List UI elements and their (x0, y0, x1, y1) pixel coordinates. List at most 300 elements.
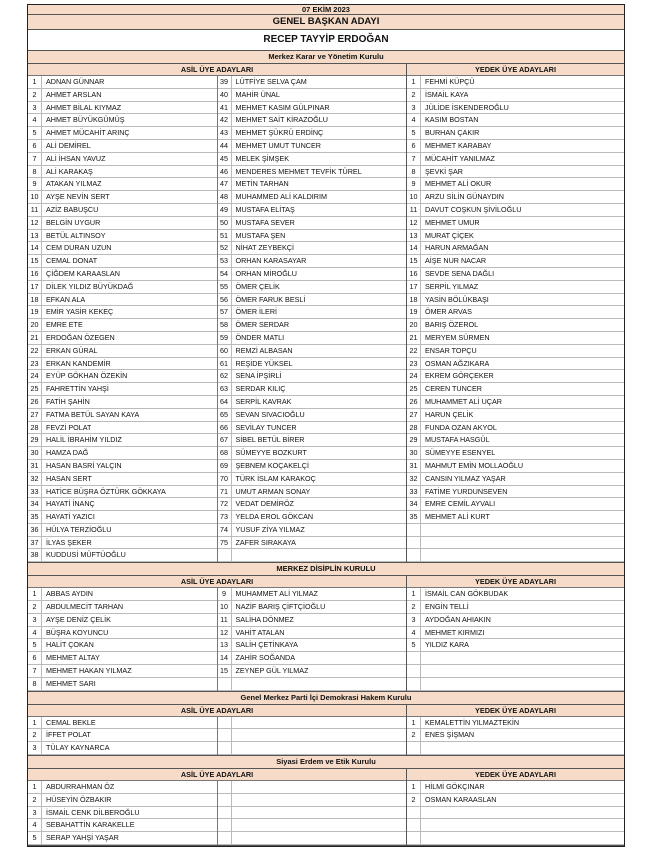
table-row (28, 434, 217, 447)
candidate-name: HAYATİ YAZICI (46, 512, 95, 522)
table-row (407, 281, 624, 294)
table-row (218, 601, 407, 614)
candidate-name: AZİZ BABUŞCU (46, 204, 99, 214)
candidate-name: HALİL İBRAHİM YILDIZ (46, 435, 122, 445)
candidate-name: VAHİT ATALAN (235, 627, 285, 637)
asil-column-1 (28, 781, 217, 845)
table-row (407, 306, 624, 319)
candidate-name: ZAHİR SOĞANDA (235, 653, 296, 663)
candidate-name: FEVZİ POLAT (46, 422, 92, 432)
table-row (28, 549, 217, 562)
table-row (218, 345, 407, 358)
yedek-header: YEDEK ÜYE ADAYLARI (407, 64, 624, 76)
candidate-name: HASAN SERT (46, 473, 92, 483)
candidate-name: CEMAL DONAT (46, 256, 98, 266)
table-row (28, 166, 217, 179)
section-body (28, 769, 624, 846)
row-number: 7 (28, 153, 42, 165)
row-number: 3 (28, 742, 42, 754)
row-number: 35 (407, 511, 421, 523)
candidate-name: REŞİDE YÜKSEL (235, 358, 293, 368)
table-row (218, 242, 407, 255)
candidate-name: ENSAR TOPÇU (425, 345, 477, 355)
row-number (218, 549, 232, 561)
candidate-name (232, 794, 236, 806)
table-row (407, 217, 624, 230)
row-number (218, 819, 232, 831)
table-row (407, 153, 624, 166)
table-row (28, 678, 217, 691)
candidate-name: METİN TARHAN (235, 179, 289, 189)
table-row (28, 627, 217, 640)
table-row (407, 358, 624, 371)
table-row (28, 153, 217, 166)
row-number: 2 (28, 89, 42, 101)
row-number: 27 (407, 409, 421, 421)
table-row (218, 127, 407, 140)
candidate-name: AYŞE NEVİN SERT (46, 192, 110, 202)
row-number: 4 (28, 114, 42, 126)
table-row (407, 422, 624, 435)
table-row (218, 76, 407, 89)
candidate-name: ORHAN KARASAYAR (235, 256, 307, 266)
candidate-name: ÖMER SERDAR (235, 320, 290, 330)
table-row (28, 409, 217, 422)
table-row (407, 204, 624, 217)
chair-name: RECEP TAYYİP ERDOĞAN (28, 30, 624, 51)
table-row (407, 486, 624, 499)
table-row (28, 639, 217, 652)
table-row (218, 140, 407, 153)
row-number: 50 (218, 217, 232, 229)
candidate-name: YUSUF ZİYA YILMAZ (235, 524, 305, 534)
candidate-name: ÖMER ÇELİK (235, 281, 280, 291)
candidate-name: MEHMET HAKAN YILMAZ (46, 666, 132, 676)
candidate-name (421, 819, 425, 831)
asil-members (28, 705, 407, 755)
table-row (407, 537, 624, 550)
table-row (28, 345, 217, 358)
row-number: 49 (218, 204, 232, 216)
row-number (407, 742, 421, 754)
table-row (218, 396, 407, 409)
candidate-name (421, 652, 425, 664)
table-row (28, 422, 217, 435)
row-number: 14 (28, 242, 42, 254)
candidate-name: VEDAT DEMİRÖZ (235, 499, 294, 509)
row-number: 5 (28, 639, 42, 651)
row-number: 32 (28, 473, 42, 485)
table-row (218, 614, 407, 627)
candidate-name: AHMET MÜCAHİT ARINÇ (46, 128, 130, 138)
candidate-name: ÖMER FARUK BESLİ (235, 294, 306, 304)
row-number: 60 (218, 345, 232, 357)
candidate-list-document (27, 4, 625, 847)
table-row (218, 434, 407, 447)
table-row (218, 524, 407, 537)
row-number: 6 (28, 652, 42, 664)
table-row (218, 498, 407, 511)
table-row (28, 511, 217, 524)
row-number (407, 665, 421, 677)
row-number: 35 (28, 511, 42, 523)
table-row (28, 486, 217, 499)
row-number: 1 (407, 717, 421, 729)
candidate-name: BÜŞRA KOYUNCU (46, 627, 109, 637)
yedek-members (407, 576, 624, 690)
candidate-name: MEHMET ALİ OKUR (425, 179, 492, 189)
row-number: 64 (218, 396, 232, 408)
row-number (407, 652, 421, 664)
candidate-name (232, 717, 236, 729)
asil-column-2 (217, 76, 407, 562)
row-number: 1 (28, 781, 42, 793)
candidate-name: SEVİLAY TUNCER (235, 422, 297, 432)
asil-header: ASİL ÜYE ADAYLARI (28, 576, 406, 588)
candidate-name: JÜLİDE İSKENDEROĞLU (425, 102, 509, 112)
row-number: 18 (28, 294, 42, 306)
row-number: 10 (28, 191, 42, 203)
candidate-name: MUSTAFA SEVER (235, 217, 295, 227)
row-number: 5 (407, 127, 421, 139)
sections-container (28, 51, 624, 846)
row-number: 37 (28, 537, 42, 549)
table-row (28, 665, 217, 678)
candidate-name: AHMET BİLAL KIYMAZ (46, 102, 122, 112)
table-row (218, 537, 407, 550)
candidate-name: OSMAN AĞZIKARA (425, 358, 490, 368)
candidate-name: MEHMET KIRMIZI (425, 627, 485, 637)
row-number (218, 807, 232, 819)
table-row (407, 434, 624, 447)
row-number: 12 (28, 217, 42, 229)
table-row (28, 447, 217, 460)
table-row (28, 652, 217, 665)
row-number: 31 (28, 460, 42, 472)
candidate-name: AHMET ARSLAN (46, 89, 102, 99)
row-number: 2 (407, 89, 421, 101)
row-number: 11 (28, 204, 42, 216)
table-row (218, 332, 407, 345)
table-row (218, 383, 407, 396)
candidate-name: MEHMET KASIM GÜLPINAR (235, 102, 330, 112)
candidate-name: AHMET BÜYÜKGÜMÜŞ (46, 115, 125, 125)
table-row (28, 319, 217, 332)
row-number (407, 832, 421, 844)
table-row (218, 794, 407, 807)
row-number: 56 (218, 294, 232, 306)
candidate-name: HATİCE BÜŞRA ÖZTÜRK GÖKKAYA (46, 486, 166, 496)
table-row (218, 717, 407, 730)
row-number: 6 (407, 140, 421, 152)
candidate-name: SEBAHATTİN KARAKELLE (46, 820, 135, 830)
table-row (407, 396, 624, 409)
table-row (28, 588, 217, 601)
candidate-name: FATMA BETÜL SAYAN KAYA (46, 409, 140, 419)
row-number: 47 (218, 178, 232, 190)
table-row (407, 819, 624, 832)
table-row (407, 652, 624, 665)
row-number: 70 (218, 473, 232, 485)
candidate-name: ABDURRAHMAN ÖZ (46, 782, 115, 792)
table-row (218, 781, 407, 794)
table-row (218, 191, 407, 204)
row-number: 23 (28, 358, 42, 370)
candidate-name (421, 742, 425, 754)
candidate-name: ÖNDER MATLI (235, 332, 285, 342)
section-title: Merkez Karar ve Yönetim Kurulu (28, 51, 624, 64)
row-number: 25 (28, 383, 42, 395)
candidate-name: ÖMER ARVAS (425, 307, 472, 317)
row-number: 2 (28, 729, 42, 741)
row-number: 17 (407, 281, 421, 293)
table-row (218, 294, 407, 307)
table-row (28, 473, 217, 486)
row-number: 40 (218, 89, 232, 101)
row-number: 28 (407, 422, 421, 434)
candidate-name: ŞEBNEM KOÇAKELÇİ (235, 460, 309, 470)
row-number: 2 (407, 794, 421, 806)
candidate-name: BARIŞ ÖZEROL (425, 320, 479, 330)
table-row (28, 230, 217, 243)
table-row (218, 178, 407, 191)
candidate-name: ABBAS AYDIN (46, 589, 94, 599)
section-body (28, 576, 624, 691)
table-row (218, 486, 407, 499)
table-row (28, 358, 217, 371)
row-number: 4 (28, 819, 42, 831)
candidate-name: UMUT ARMAN SONAY (235, 486, 311, 496)
row-number: 22 (28, 345, 42, 357)
row-number: 25 (407, 383, 421, 395)
table-row (407, 678, 624, 691)
table-row (407, 498, 624, 511)
table-row (28, 383, 217, 396)
candidate-name (421, 665, 425, 677)
row-number: 44 (218, 140, 232, 152)
candidate-name: MEHMET SARI (46, 678, 96, 688)
row-number: 72 (218, 498, 232, 510)
row-number: 33 (28, 486, 42, 498)
candidate-name: MELEK ŞİMŞEK (235, 153, 290, 163)
row-number: 11 (407, 204, 421, 216)
row-number: 7 (28, 665, 42, 677)
table-row (218, 627, 407, 640)
candidate-name: ENGİN TELLİ (425, 602, 469, 612)
row-number: 53 (218, 255, 232, 267)
candidate-name: İLYAS ŞEKER (46, 537, 92, 547)
table-row (28, 819, 217, 832)
row-number: 63 (218, 383, 232, 395)
candidate-name: NAZİF BARIŞ ÇİFTÇİOĞLU (235, 602, 326, 612)
row-number: 4 (407, 114, 421, 126)
asil-columns (28, 588, 406, 690)
row-number: 67 (218, 434, 232, 446)
row-number: 8 (28, 166, 42, 178)
row-number: 22 (407, 345, 421, 357)
row-number (407, 807, 421, 819)
candidate-name: CANSIN YILMAZ YAŞAR (425, 473, 506, 483)
yedek-members (407, 64, 624, 562)
candidate-name: BETÜL ALTINSOY (46, 230, 106, 240)
candidate-name: ADNAN GÜNNAR (46, 77, 105, 86)
row-number: 13 (407, 230, 421, 242)
candidate-name: BURHAN ÇAKIR (425, 128, 480, 138)
asil-columns (28, 717, 406, 755)
table-row (218, 729, 407, 742)
candidate-name: TÜLAY KAYNARCA (46, 743, 110, 753)
candidate-name: MAHİR ÜNAL (235, 89, 280, 99)
row-number: 20 (28, 319, 42, 331)
table-row (218, 447, 407, 460)
yedek-header: YEDEK ÜYE ADAYLARI (407, 576, 624, 588)
table-row (218, 652, 407, 665)
candidate-name: MEHMET UMUT TUNCER (235, 140, 321, 150)
row-number: 73 (218, 511, 232, 523)
candidate-name: AYDOĞAN AHIAKIN (425, 614, 491, 624)
candidate-name: FAHRETTİN YAHŞİ (46, 384, 109, 394)
candidate-name: EMRE CEMİL AYVALI (425, 499, 496, 509)
section-body (28, 705, 624, 756)
row-number: 1 (407, 76, 421, 88)
row-number (218, 678, 232, 690)
table-row (407, 627, 624, 640)
row-number: 57 (218, 306, 232, 318)
asil-members (28, 576, 407, 690)
table-row (407, 665, 624, 678)
table-row (218, 819, 407, 832)
table-row (407, 166, 624, 179)
table-row (28, 178, 217, 191)
candidate-name: MUHAMMED ALİ KALDIRIM (235, 192, 327, 202)
table-row (407, 409, 624, 422)
table-row (407, 447, 624, 460)
table-row (407, 191, 624, 204)
row-number: 39 (218, 76, 232, 88)
section-title: Siyasi Erdem ve Etik Kurulu (28, 756, 624, 769)
asil-columns (28, 781, 406, 845)
row-number: 32 (407, 473, 421, 485)
row-number: 61 (218, 358, 232, 370)
table-row (218, 89, 407, 102)
candidate-name (232, 781, 236, 793)
candidate-name: HÜSEYİN ÖZBAKIR (46, 794, 112, 804)
table-row (28, 832, 217, 845)
row-number: 9 (407, 178, 421, 190)
table-row (218, 114, 407, 127)
candidate-name: İSMAİL KAYA (425, 89, 469, 99)
asil-column-2 (217, 588, 407, 690)
row-number: 17 (28, 281, 42, 293)
row-number (407, 678, 421, 690)
asil-column-2 (217, 781, 407, 845)
candidate-name: SÜMEYYE ESENYEL (425, 448, 496, 458)
table-row (28, 614, 217, 627)
row-number (407, 549, 421, 561)
row-number: 5 (28, 832, 42, 844)
candidate-name: MEHMET UMUR (425, 217, 480, 227)
candidate-name: SALİHA DÖNMEZ (235, 614, 294, 624)
table-row (218, 255, 407, 268)
table-row (28, 537, 217, 550)
table-row (407, 114, 624, 127)
candidate-name (232, 807, 236, 819)
table-row (28, 332, 217, 345)
row-number: 8 (407, 166, 421, 178)
row-number: 10 (218, 601, 232, 613)
table-row (28, 127, 217, 140)
table-row (218, 166, 407, 179)
row-number: 14 (218, 652, 232, 664)
table-row (28, 306, 217, 319)
row-number: 26 (28, 396, 42, 408)
table-row (218, 460, 407, 473)
table-row (28, 114, 217, 127)
row-number: 12 (218, 627, 232, 639)
table-row (218, 281, 407, 294)
candidate-name: HAYATİ İNANÇ (46, 499, 95, 509)
candidate-name (232, 832, 236, 844)
row-number: 2 (28, 601, 42, 613)
candidate-name (421, 549, 425, 561)
row-number: 1 (28, 588, 42, 600)
row-number: 29 (28, 434, 42, 446)
candidate-name: EKREM GÖRÇEKER (425, 371, 494, 381)
table-row (407, 76, 624, 89)
row-number: 6 (28, 140, 42, 152)
table-row (407, 588, 624, 601)
candidate-name: DİLEK YILDIZ BÜYÜKDAĞ (46, 281, 134, 291)
candidate-name: KEMALETTİN YILMAZTEKİN (425, 717, 520, 727)
asil-column-1 (28, 588, 217, 690)
yedek-header: YEDEK ÜYE ADAYLARI (407, 705, 624, 717)
candidate-name: ÇİĞDEM KARAASLAN (46, 268, 120, 278)
row-number: 1 (407, 588, 421, 600)
candidate-name (232, 729, 236, 741)
row-number: 48 (218, 191, 232, 203)
candidate-name: SENA İPŞİRLİ (235, 371, 282, 381)
row-number: 3 (28, 807, 42, 819)
candidate-name (421, 807, 425, 819)
row-number: 45 (218, 153, 232, 165)
candidate-name: YELDA EROL GÖKCAN (235, 512, 314, 522)
row-number: 4 (28, 627, 42, 639)
candidate-name: EMRE ETE (46, 320, 83, 330)
candidate-name: SERDAR KILIÇ (235, 384, 286, 394)
candidate-name: MÜCAHİT YANILMAZ (425, 153, 495, 163)
asil-header: ASİL ÜYE ADAYLARI (28, 64, 406, 76)
candidate-name: BELGİN UYGUR (46, 217, 101, 227)
row-number: 46 (218, 166, 232, 178)
candidate-name: ALİ İHSAN YAVUZ (46, 153, 106, 163)
candidate-name: ZAFER SIRAKAYA (235, 537, 296, 547)
table-row (407, 832, 624, 845)
row-number: 52 (218, 242, 232, 254)
row-number (218, 781, 232, 793)
candidate-name: FUNDA OZAN AKYOL (425, 422, 497, 432)
table-row (28, 76, 217, 89)
row-number: 12 (407, 217, 421, 229)
table-row (28, 781, 217, 794)
asil-members (28, 769, 407, 845)
candidate-name (421, 678, 425, 690)
table-row (218, 807, 407, 820)
table-row (218, 230, 407, 243)
table-row (407, 383, 624, 396)
table-row (407, 717, 624, 730)
candidate-name: MURAT ÇİÇEK (425, 230, 474, 240)
row-number: 21 (407, 332, 421, 344)
